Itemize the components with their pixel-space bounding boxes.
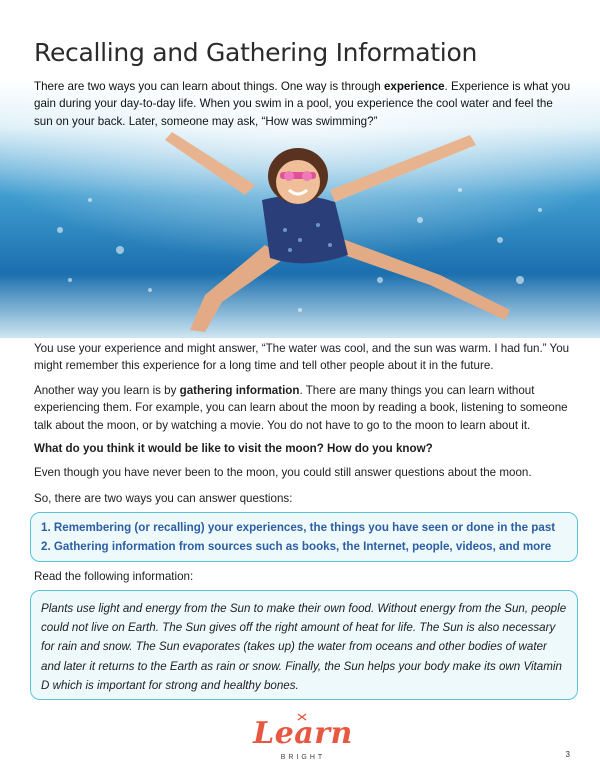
two-ways-intro: So, there are two ways you can answer questions: <box>34 492 293 505</box>
page-title: Recalling and Gathering Information <box>34 38 477 67</box>
list-item: 2. Gathering information from sources such as books, the Internet, people, videos, and more <box>41 540 552 553</box>
logo-subtitle: BRIGHT <box>280 754 326 761</box>
experience-term: experience <box>383 80 445 93</box>
two-ways-list <box>30 512 578 562</box>
page-number: 3 <box>565 750 570 759</box>
moon-question: What do you think it would be like to visit the moon? How do you know? <box>34 442 433 455</box>
gathering-term: gathering information <box>179 384 300 397</box>
intro-paragraph: There are two ways you can learn about things. One way is through experience. Experience is what you gain during your day-to-day life. When you swim in a pool, you experience the cool water and feel the sun on your back. Later, someone may ask, “How was swimming?” <box>34 80 571 128</box>
sun-info-text: Plants use light and energy from the Sun to make their own food. Without energy from the Sun, people could not live on Earth. The Sun gives off the right amount of heat for life. The Sun is also necessary for rain and snow. The Sun evaporates (takes up) the water from oceans and other bodies of water and later it returns to the Earth as rain or snow. Finally, the Sun helps your body make its own Vitamin D which is important for strong and healthy bones. <box>41 602 567 692</box>
logo-word: Learn <box>253 716 353 751</box>
sun-info-box <box>30 590 578 700</box>
list-item: 1. Remembering (or recalling) your experiences, the things you have seen or done in the past <box>41 521 556 534</box>
gathering-paragraph: Another way you learn is by gathering information. There are many things you can learn without experiencing them. For example, you can learn about the moon by reading a book, listening to someone talk about the moon, or by watching a movie. You do not have to go to the moon to learn about it. <box>34 384 568 432</box>
experience-paragraph: You use your experience and might answer, “The water was cool, and the sun was warm. I had fun.” You might remember this experience for a long time and tell other people about it in the future. <box>34 342 570 373</box>
moon-answer-paragraph: Even though you have never been to the moon, you could still answer questions about the moon. <box>34 466 532 479</box>
learn-bright-logo <box>248 712 358 766</box>
read-info-instruction: Read the following information: <box>34 570 194 583</box>
